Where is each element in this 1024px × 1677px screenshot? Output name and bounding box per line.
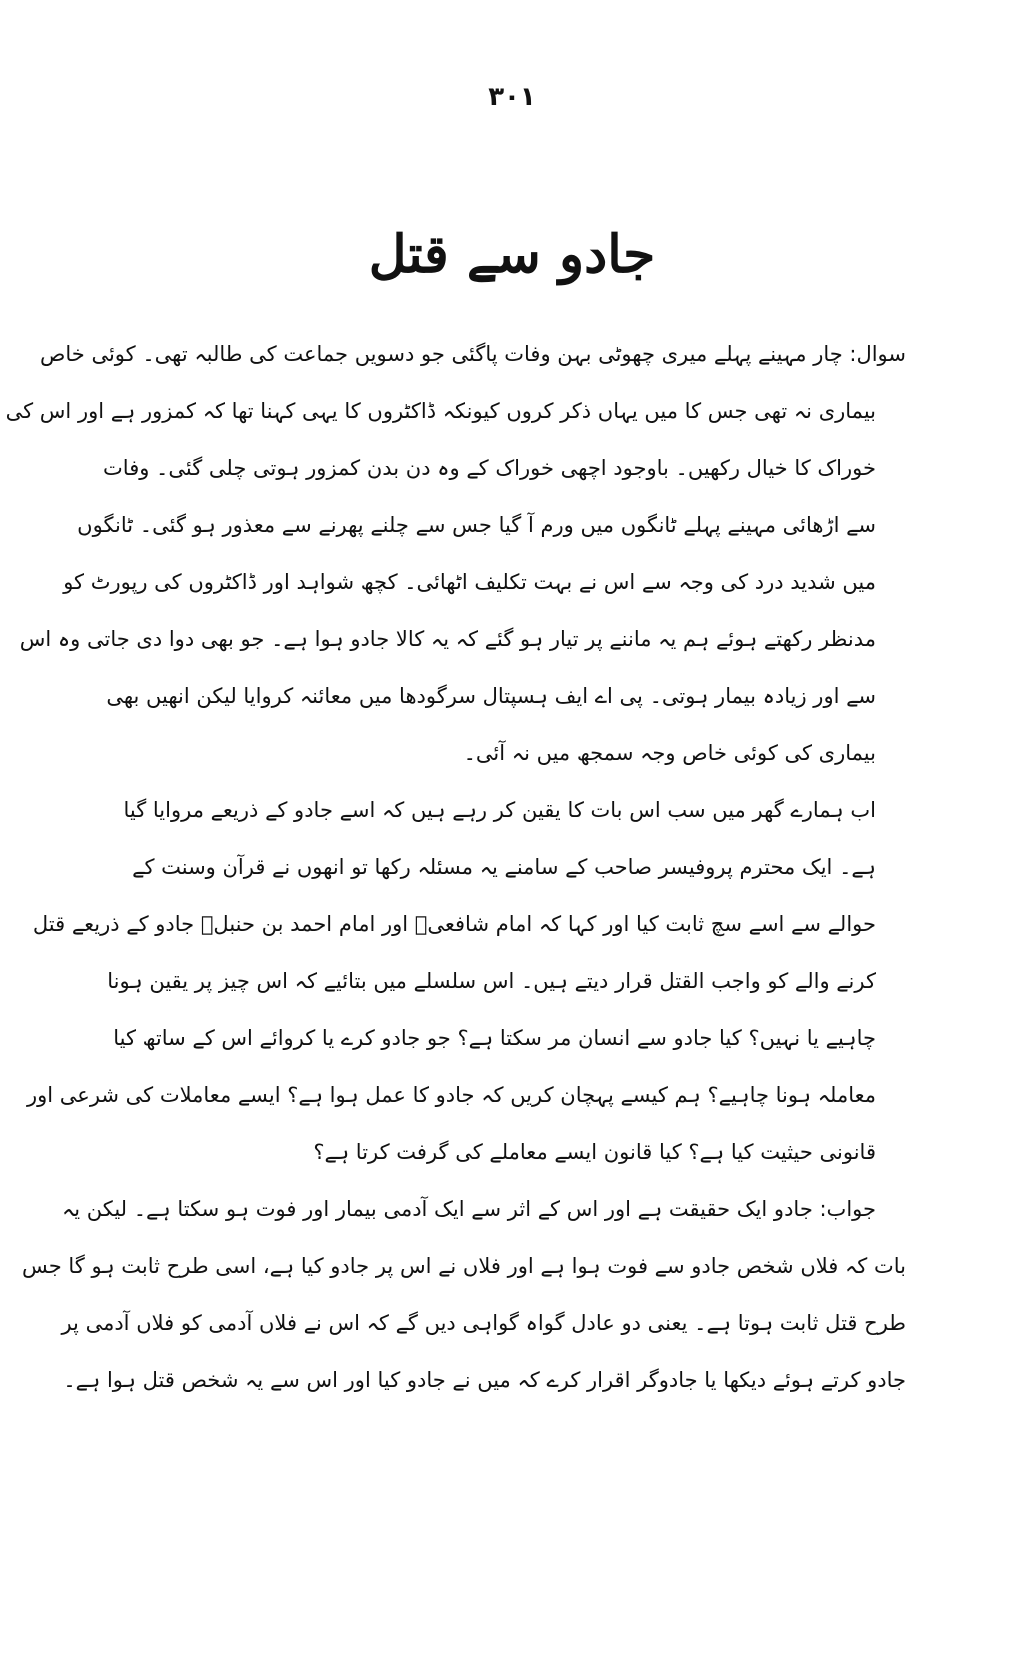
text-line: کرنے والے کو واجب القتل قرار دیتے ہیں۔ اس سلسلے میں بتائیے کہ اس چیز پر یقین ہونا (107, 969, 876, 993)
text-line: معاملہ ہونا چاہیے؟ ہم کیسے پہچان کریں کہ جادو کا عمل ہوا ہے؟ ایسے معاملات کی شرعی اور (27, 1083, 876, 1107)
text-line: ہے۔ ایک محترم پروفیسر صاحب کے سامنے یہ مسئلہ رکھا تو انھوں نے قرآن وسنت کے (132, 855, 876, 879)
text-line: سے اور زیادہ بیمار ہوتی۔ پی اے ایف ہسپتال سرگودھا میں معائنہ کروایا لیکن انھیں بھی (106, 684, 876, 708)
body-text (5, 326, 906, 1409)
text-line: جادو کرتے ہوئے دیکھا یا جادوگر اقرار کرے کہ میں نے جادو کیا اور اس سے یہ شخص قتل ہوا ہے۔ (63, 1368, 906, 1392)
text-line: اب ہمارے گھر میں سب اس بات کا یقین کر رہے ہیں کہ اسے جادو کے ذریعے مروایا گیا (123, 798, 876, 822)
text-line: جواب: جادو ایک حقیقت ہے اور اس کے اثر سے ایک آدمی بیمار اور فوت ہو سکتا ہے۔ لیکن یہ (61, 1197, 876, 1221)
text-line: بیماری نہ تھی جس کا میں یہاں ذکر کروں کیونکہ ڈاکٹروں کا یہی کہنا تھا کہ کمزور ہے اور اس کی (5, 399, 876, 423)
answer-paragraph (21, 1181, 906, 1409)
page-number: ۳۰۱ (488, 82, 536, 112)
text-line: حوالے سے اسے سچ ثابت کیا اور کہا کہ امام شافعیؒ اور امام احمد بن حنبلؒ جادو کے ذریعے قتل (32, 912, 876, 936)
question-paragraph (5, 326, 906, 782)
chapter-title: جادو سے قتل (368, 224, 656, 285)
text-line: خوراک کا خیال رکھیں۔ باوجود اچھی خوراک کے وہ دن بدن کمزور ہوتی چلی گئی۔ وفات (103, 456, 876, 480)
text-line: چاہیے یا نہیں؟ کیا جادو سے انسان مر سکتا ہے؟ جو جادو کرے یا کروائے اس کے ساتھ کیا (113, 1026, 876, 1050)
text-line: بیماری کی کوئی خاص وجہ سمجھ میں نہ آئی۔ (463, 741, 876, 765)
text-line: سوال: چار مہینے پہلے میری چھوٹی بہن وفات پاگئی جو دسویں جماعت کی طالبہ تھی۔ کوئی خاص (40, 342, 906, 366)
text-line: مدنظر رکھتے ہوئے ہم یہ ماننے پر تیار ہو گئے کہ یہ کالا جادو ہوا ہے۔ جو بھی دوا دی جاتی وہ اس (19, 627, 876, 651)
text-line: میں شدید درد کی وجہ سے اس نے بہت تکلیف اٹھائی۔ کچھ شواہد اور ڈاکٹروں کی رپورٹ کو (63, 570, 876, 594)
text-line: قانونی حیثیت کیا ہے؟ کیا قانون ایسے معاملے کی گرفت کرتا ہے؟ (313, 1140, 876, 1164)
text-line: سے اڑھائی مہینے پہلے ٹانگوں میں ورم آ گیا جس سے چلنے پھرنے سے معذور ہو گئی۔ ٹانگوں (77, 513, 876, 537)
text-line: طرح قتل ثابت ہوتا ہے۔ یعنی دو عادل گواہ گواہی دیں گے کہ اس نے فلاں آدمی کو فلاں آدمی پر (61, 1311, 906, 1335)
question-continued-paragraph (27, 782, 906, 1181)
text-line: بات کہ فلاں شخص جادو سے فوت ہوا ہے اور فلاں نے اس پر جادو کیا ہے، اسی طرح ثابت ہو گا جس (21, 1254, 906, 1278)
